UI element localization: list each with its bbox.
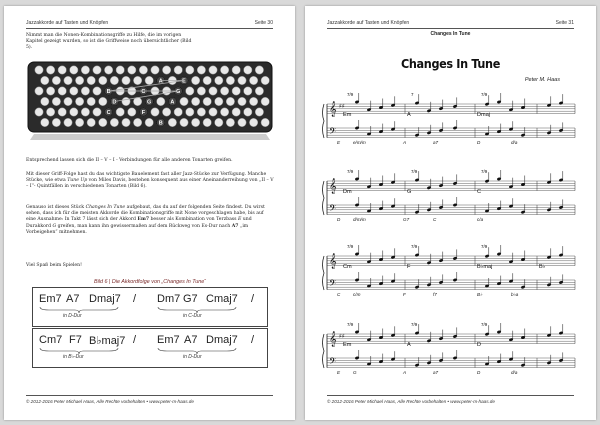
accordion-button (128, 66, 136, 74)
accordion-button (58, 108, 66, 116)
accordion-button (116, 66, 124, 74)
accordion-button (197, 66, 205, 74)
composer: Peter M. Haas (524, 77, 560, 83)
accordion-shadow (30, 134, 270, 140)
accordion-button (70, 66, 78, 74)
bass-letter: F (403, 292, 406, 297)
accordion-button (261, 118, 269, 126)
bass-letter: B♭ (477, 292, 483, 297)
accordion-button (209, 108, 217, 116)
header-rule (26, 28, 273, 29)
chord-symbol: Dm7 (157, 293, 181, 305)
accordion-button (99, 76, 107, 84)
bass-letter: G (353, 370, 357, 375)
brace (323, 256, 325, 290)
bass-letter: A (403, 140, 407, 145)
accordion-button (133, 76, 141, 84)
bass-letter: A (403, 370, 407, 375)
chord-row-2 (33, 334, 269, 348)
accordion-button (191, 76, 199, 84)
accordion-button (186, 66, 194, 74)
button-label: D (112, 99, 117, 106)
accordion-button (52, 76, 60, 84)
bass-letter: D (477, 140, 481, 145)
accordion-button (122, 97, 130, 105)
accordion-button (87, 118, 95, 126)
accordion-button (133, 118, 141, 126)
accordion-button (46, 66, 54, 74)
bass-letter: d/a (511, 140, 518, 145)
button-label: E (182, 78, 186, 85)
accordion-button (232, 108, 240, 116)
brace (323, 181, 325, 215)
chord-symbol: A7 (184, 334, 198, 346)
bass-letter: E (337, 140, 341, 145)
accordion-button (186, 87, 194, 95)
chord-symbol: Em (343, 342, 352, 348)
accordion-button (52, 97, 60, 105)
chord-symbol: A (407, 112, 411, 118)
accordion-button (244, 108, 252, 116)
chord-symbol: B♭maj7 (89, 335, 126, 347)
brace (323, 104, 325, 138)
accordion-button (249, 118, 257, 126)
chord-symbol: A (407, 342, 411, 348)
accordion-button (249, 76, 257, 84)
chord-figure: 7/9 (347, 322, 354, 327)
bass-letter: e/m/m (353, 140, 366, 145)
accordion-button (191, 118, 199, 126)
bass-letter: G7 (403, 217, 410, 222)
key-signature: ♯♯ (339, 333, 345, 340)
accordion-button (110, 76, 118, 84)
accordion-button (46, 87, 54, 95)
chord-figure: 7/9 (347, 92, 354, 97)
accordion-button (238, 118, 246, 126)
chord-symbol: F (407, 264, 411, 270)
accordion-button (116, 108, 124, 116)
chord-symbol: Cm7 (39, 334, 63, 346)
accordion-button (191, 97, 199, 105)
accordion-button (75, 118, 83, 126)
accordion-button (197, 108, 205, 116)
footer: © 2012-2016 Peter Michael Haas, Alle Rechte vorbehalten • www.peter-m-haas.de (26, 395, 273, 404)
figure-caption: Bild 6 | Die Akkordfolge von „Changes In Tune“ (94, 279, 206, 285)
accordion-button (226, 76, 234, 84)
accordion-button (174, 66, 182, 74)
accordion-button (145, 118, 153, 126)
accordion-button (139, 66, 147, 74)
button-label: F (141, 110, 146, 116)
accordion-button (93, 108, 101, 116)
accordion-button (261, 97, 269, 105)
bass-letter: f7 (433, 292, 437, 297)
accordion-button (145, 76, 153, 84)
accordion-button (226, 97, 234, 105)
accordion-button (41, 76, 49, 84)
accordion-button (203, 118, 211, 126)
chord-symbol: Cmaj7 (206, 293, 238, 305)
button-label: C (106, 110, 111, 116)
chord-symbol: Em7 (157, 334, 180, 346)
accordion-button (104, 66, 112, 74)
button-label: G (176, 89, 181, 95)
accordion-button (75, 97, 83, 105)
accordion-button (215, 118, 223, 126)
accordion-button (110, 118, 118, 126)
accordion-button (35, 87, 43, 95)
song-title: Changes In Tune (401, 56, 500, 71)
treble-clef-icon: 𝄞 (329, 332, 337, 347)
bass-letter: D (337, 217, 341, 222)
bass-letter: b♭a (511, 292, 519, 297)
bass-letter: d/a (511, 370, 518, 375)
chord-figure: 7/9 (347, 169, 354, 174)
brace (323, 334, 325, 368)
running-song-title: Changes In Tune (430, 31, 471, 37)
chord-figure: 7/9 (481, 322, 488, 327)
accordion-button (151, 66, 159, 74)
bass-clef-icon: 𝄢 (329, 203, 337, 216)
accordion-button (151, 108, 159, 116)
page-number: Seite 30 (254, 20, 273, 26)
accordion-button (93, 66, 101, 74)
accordion-button (64, 118, 72, 126)
accordion-button (162, 108, 170, 116)
accordion-button (58, 87, 66, 95)
chord-figure: 7/9 (411, 322, 418, 327)
chord-symbol: Dm (343, 189, 352, 195)
accordion-button (261, 76, 269, 84)
chord-symbol: Dmaj7 (89, 293, 121, 305)
key-label: in C-Dur (183, 313, 202, 319)
chord-figure: 7/9 (411, 169, 418, 174)
button-label: C (141, 89, 146, 95)
left-page (4, 6, 295, 420)
treble-clef-icon: 𝄞 (329, 102, 337, 117)
accordion-button (255, 87, 263, 95)
chord-symbol: Em (343, 112, 352, 118)
accordion-button (75, 76, 83, 84)
bass-letter: a7 (433, 140, 439, 145)
accordion-button (81, 108, 89, 116)
chord-symbol: B♭ (539, 264, 546, 270)
chord-figure: 7/9 (347, 244, 354, 249)
bass-clef-icon: 𝄢 (329, 278, 337, 291)
button-label: B (158, 120, 163, 127)
accordion-button (58, 66, 66, 74)
chord-symbol: / (133, 293, 137, 305)
bass-clef-icon: 𝄢 (329, 356, 337, 369)
bass-letter: c/a (477, 217, 484, 222)
accordion-button (81, 87, 89, 95)
accordion-button (122, 118, 130, 126)
accordion-button (244, 66, 252, 74)
accordion-button (81, 66, 89, 74)
bass-letter: c/m (353, 292, 361, 297)
accordion-button (215, 97, 223, 105)
accordion-button (203, 76, 211, 84)
accordion-button (41, 118, 49, 126)
accordion-button (99, 118, 107, 126)
chord-figure: 7/9 (411, 244, 418, 249)
bass-letter: d/m/m (353, 217, 366, 222)
accordion-button-diagram (26, 60, 274, 142)
accordion-button (238, 76, 246, 84)
chord-symbol: / (251, 293, 255, 305)
bass-clef-icon: 𝄢 (329, 126, 337, 139)
paragraph-4: Genauso ist dieses Stück Changes In Tune aufgebaut, das du auf der folgenden Seite findest. Du wirst sehen, dass ich für die meisten Akkorde die Kombinationsgriffe mit None vorgeschlagen habe, bis auf eine Ausnahme: In Takt 7 lässt sich der Akkord Em7 besser als Kombination von Terzbass E und Durakkord G greifen, man kann ihn gewissermaßen auf dem Rückweg von Es-Dur nach A7 „im Vorbeigehen“ mitnehmen. (26, 205, 265, 235)
accordion-button (168, 118, 176, 126)
chord-symbol: / (133, 334, 137, 346)
chord-symbol: D (477, 342, 482, 348)
accordion-button (99, 97, 107, 105)
paragraph-5: Viel Spaß beim Spielen! (26, 263, 82, 268)
accordion-button (226, 118, 234, 126)
accordion-button (238, 97, 246, 105)
page-number: Seite 31 (555, 20, 574, 26)
bass-letter: a7 (433, 370, 439, 375)
button-label: A (170, 99, 175, 106)
bass-letter: C (433, 217, 437, 222)
accordion-button (255, 66, 263, 74)
paragraph-2: Entsprechend lassen sich die II – V – I - Verbindungen für alle anderen Tonarten greifen. (26, 158, 233, 163)
accordion-button (209, 87, 217, 95)
accordion-button (232, 66, 240, 74)
accordion-button (255, 108, 263, 116)
chord-symbol: A7 (66, 293, 80, 305)
accordion-button (87, 76, 95, 84)
accordion-button (215, 76, 223, 84)
chord-symbol: / (251, 334, 255, 346)
bass-letter: C (337, 292, 341, 297)
accordion-button (128, 108, 136, 116)
chord-symbol: Dmaj (477, 112, 491, 118)
chord-figure: 7/9 (481, 92, 488, 97)
accordion-button (209, 66, 217, 74)
footer: © 2012-2016 Peter Michael Haas, Alle Rechte vorbehalten • www.peter-m-haas.de (327, 395, 574, 404)
accordion-button (157, 97, 165, 105)
button-label: A (158, 78, 163, 85)
accordion-button (203, 97, 211, 105)
key-label: in D-Dur (183, 354, 202, 360)
chord-figure: 7/9 (481, 244, 488, 249)
accordion-button (70, 108, 78, 116)
intro-paragraph: Nimmt man die Nonen-Kombinationsgriffe zu Hilfe, die im vorigen Kapitel gezeigt wurden, so ist die Griffweise noch übersichtlicher (Bild 5). (26, 33, 192, 51)
accordion-button (180, 118, 188, 126)
accordion-button (64, 97, 72, 105)
accordion-button (220, 108, 228, 116)
accordion-button (220, 87, 228, 95)
chord-figure: 7 (411, 92, 414, 97)
paragraph-3: Mit dieser Griff-Folge hast du das wichtigste Bauelement fast aller Jazz-Stücke zur Verfügung. Manche Stücke, wie etwa Tune Up von Miles Davis, bestehen konsequent aus einer Aneinanderreihung von „II – V – I“- Quintfällen in verschiedenen Tonarten (Bild 6). (26, 172, 274, 190)
chord-symbol: F7 (69, 334, 82, 346)
accordion-button (41, 97, 49, 105)
header-title: Jazzakkorde auf Tasten und Knöpfen (26, 20, 109, 26)
chord-row-1 (33, 293, 269, 307)
accordion-button (52, 118, 60, 126)
accordion-button (174, 108, 182, 116)
button-label: G (147, 99, 152, 106)
right-page (305, 6, 596, 420)
accordion-button (220, 66, 228, 74)
accordion-button (46, 108, 54, 116)
accordion-button (70, 87, 78, 95)
accordion-button (93, 87, 101, 95)
accordion-button (232, 87, 240, 95)
bass-letter: D (477, 370, 481, 375)
accordion-button (64, 76, 72, 84)
treble-clef-icon: 𝄞 (329, 254, 337, 269)
bass-letter: E (337, 370, 341, 375)
chord-box-1 (32, 287, 268, 327)
chord-symbol: G (407, 189, 412, 195)
accordion-button (186, 108, 194, 116)
treble-clef-icon: 𝄞 (329, 179, 337, 194)
button-label: B (106, 89, 111, 95)
key-label: in D-Dur (63, 313, 82, 319)
chord-box-2 (32, 328, 268, 368)
chord-symbol: B♭maj (477, 264, 493, 270)
accordion-button (197, 87, 205, 95)
accordion-button (249, 97, 257, 105)
chord-symbol: Dmaj7 (206, 334, 238, 346)
chord-symbol: C (477, 189, 482, 195)
accordion-button (35, 108, 43, 116)
header-title: Jazzakkorde auf Tasten und Knöpfen (327, 20, 410, 26)
accordion-button (122, 76, 130, 84)
key-signature: ♯♯ (339, 103, 345, 110)
accordion-button (162, 66, 170, 74)
chord-figure: 7/9 (481, 169, 488, 174)
chord-symbol: Cm (343, 264, 352, 270)
chord-symbol: G7 (183, 293, 198, 305)
accordion-button (87, 97, 95, 105)
key-label: in B♭-Dur (63, 354, 84, 360)
accordion-button (180, 97, 188, 105)
accordion-button (35, 66, 43, 74)
chord-symbol: Em7 (39, 293, 62, 305)
accordion-button (244, 87, 252, 95)
